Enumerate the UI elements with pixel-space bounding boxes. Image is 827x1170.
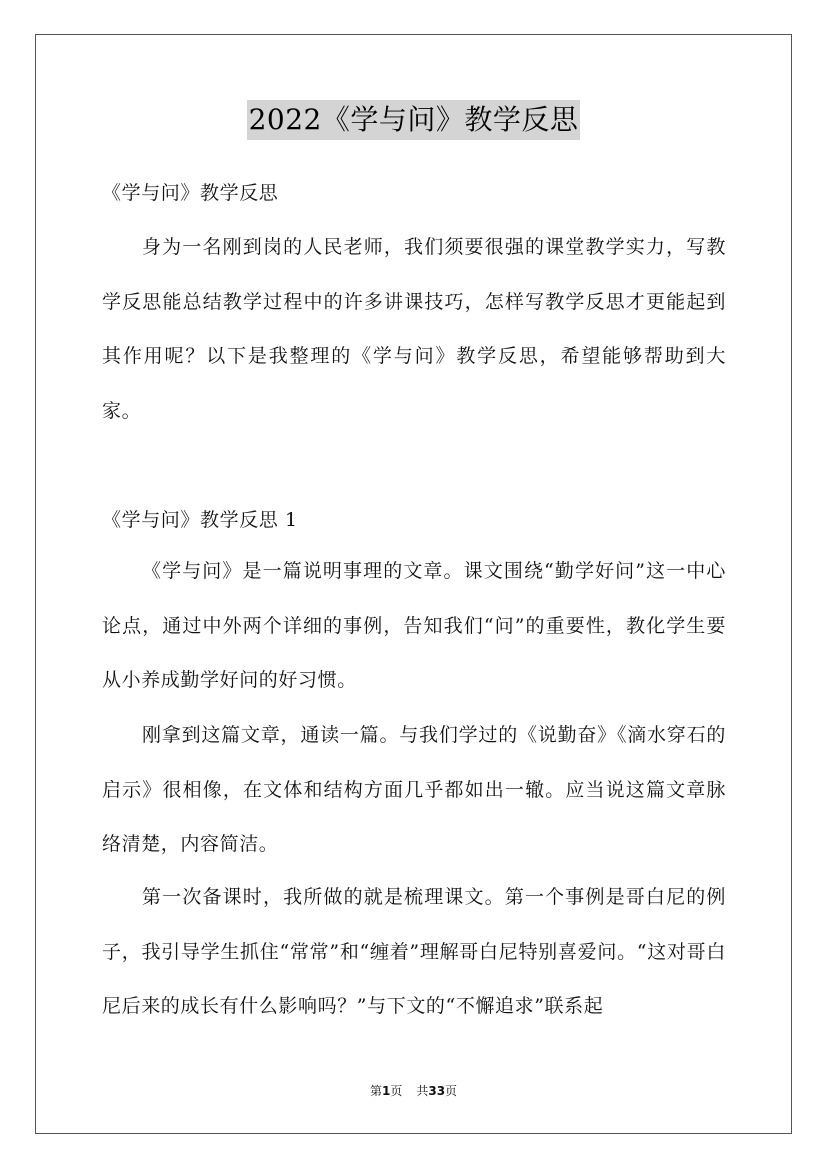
intro-paragraph: 身为一名刚到岗的人民老师，我们须要很强的课堂教学实力，写教学反思能总结教学过程中的许多讲课技巧，怎样写教学反思才更能起到其作用呢？以下是我整理的《学与问》教学反思，希望能够帮助到大家。 — [102, 236, 726, 422]
paragraph-1: 《学与问》是一篇说明事理的文章。课文围绕“勤学好问”这一中心论点，通过中外两个详细的事例，告知我们“问”的重要性，教化学生要从小养成勤学好问的好习惯。 — [102, 560, 726, 691]
document-title: 2022《学与问》教学反思 — [247, 100, 581, 140]
paragraph-2: 刚拿到这篇文章，通读一篇。与我们学过的《说勤奋》《滴水穿石的启示》很相像，在文体和结构方面几乎都如出一辙。应当说这篇文章脉络清楚，内容简洁。 — [102, 724, 726, 855]
total-pages: 33 — [428, 1084, 446, 1098]
total-suffix: 页 — [445, 1084, 458, 1098]
document-subtitle: 《学与问》教学反思 — [102, 182, 279, 204]
title-wrap — [0, 100, 827, 140]
page-suffix: 页 — [390, 1084, 403, 1098]
page-number: 1 — [381, 1084, 391, 1098]
paragraph-3: 第一次备课时，我所做的就是梳理课文。第一个事例是哥白尼的例子，我引导学生抓住“常常”和“缠着”理解哥白尼特别喜爱问。“这对哥白尼后来的成长有什么影响吗？”与下文的“不懈追求”联系起 — [102, 886, 726, 1017]
page-prefix: 第 — [369, 1084, 382, 1098]
section-heading-1: 《学与问》教学反思 1 — [102, 509, 298, 531]
page-footer — [0, 1083, 827, 1099]
total-prefix: 共 — [416, 1084, 429, 1098]
